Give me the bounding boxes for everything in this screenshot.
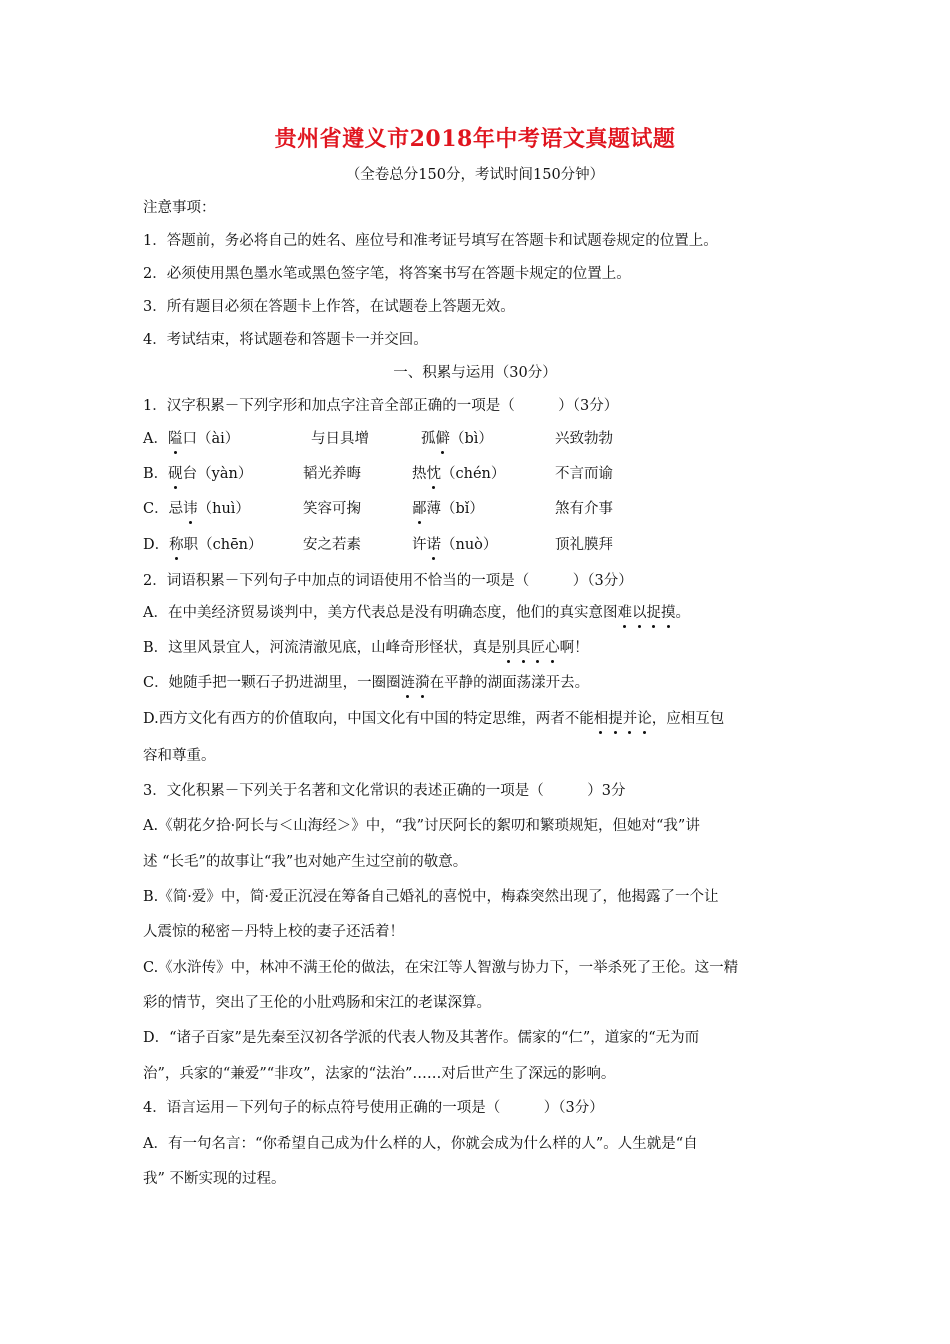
q1-a-col3	[421, 429, 493, 449]
q3-d-line-2: 治”，兵家的“兼爱”“非攻”，法家的“法治”……对后世产生了深远的影响。	[143, 1066, 616, 1082]
q2-option-c	[143, 673, 589, 693]
q1-a-dotted-char: 隘	[167, 431, 183, 447]
q2-d-end: ，应相互包	[651, 711, 725, 727]
exam-subtitle: （全卷总分150分，考试时间150分钟）	[345, 167, 605, 183]
q1-c-dotted-char: 讳	[183, 501, 198, 517]
q1-b-col1	[143, 464, 252, 484]
notice-item-3: 3．所有题目必须在答题卡上作答，在试题卷上答题无效。	[143, 299, 515, 315]
q1-b-col2: 韬光养晦	[303, 466, 361, 482]
q3-stem: 3．文化积累－下列关于名著和文化常识的表述正确的一项是（ ）3分	[143, 783, 626, 799]
q2-d-text: D.西方文化有西方的价值取向，中国文化有中国的特定思维，两者不能	[143, 711, 594, 727]
q2-a-dot-3: 捉	[646, 605, 661, 621]
q3-b-line-1: B.《简·爱》中，简·爱正沉浸在筹备自己婚礼的喜悦中，梅森突然出现了，他揭露了一个让	[143, 889, 719, 905]
q1-a-dotted-char-2: 僻	[435, 431, 450, 447]
q2-a-dot-2: 以	[631, 605, 647, 621]
q1-c-col2: 笑容可掬	[303, 501, 361, 517]
q1-a-label: A．	[143, 431, 168, 447]
q1-d-word-1: 许	[412, 537, 427, 553]
q2-c-end: 在平静的湖面荡漾开去。	[429, 675, 590, 691]
q2-option-b	[143, 638, 589, 658]
q1-a-word-1: 孤	[421, 431, 436, 447]
q1-b-word-1: 热	[412, 466, 427, 482]
q4-a-line-2: 我” 不断实现的过程。	[143, 1171, 286, 1187]
q2-a-dot-1: 难	[617, 605, 632, 621]
q1-c-word-1: 忌	[168, 501, 184, 517]
q2-c-dot-1: 涟	[400, 675, 416, 691]
q1-a-col2: 与日具增	[311, 431, 369, 447]
q1-d-col2: 安之若素	[303, 537, 361, 553]
q1-a-pinyin-2: （bì）	[450, 431, 493, 447]
q2-a-text: A．在中美经济贸易谈判中，美方代表总是没有明确态度，他们的真实意图	[143, 605, 618, 621]
q2-b-dot-4: 心	[545, 640, 560, 656]
q2-d-dot-1: 相	[593, 711, 609, 727]
q2-a-end: 。	[675, 605, 690, 621]
q3-a-line-2: 述 “长毛”的故事让“我”也对她产生过空前的敬意。	[143, 854, 468, 870]
q2-stem: 2．词语积累－下列句子中加点的词语使用不恰当的一项是（ ）（3分）	[143, 573, 633, 589]
q1-d-pinyin-2: （nuò）	[441, 537, 498, 553]
q3-c-line-2: 彩的情节，突出了王伦的小肚鸡肠和宋江的老谋深算。	[143, 995, 491, 1011]
q1-c-col1	[143, 499, 250, 519]
q1-d-col3	[412, 535, 497, 555]
q1-b-pinyin-2: （chén）	[441, 466, 506, 482]
q1-a-col1	[143, 429, 239, 449]
q4-stem: 4．语言运用－下列句子的标点符号使用正确的一项是（ ）（3分）	[143, 1100, 604, 1116]
q1-d-col1	[143, 535, 263, 555]
q1-c-label: C．	[143, 501, 169, 517]
q1-b-pinyin: 台（yàn）	[182, 466, 253, 482]
section-heading: 一、积累与运用（30分）	[393, 365, 557, 381]
q1-b-label: B．	[143, 466, 169, 482]
exam-title: 贵州省遵义市2018年中考语文真题试题	[274, 126, 676, 152]
notice-heading: 注意事项：	[143, 200, 216, 216]
q1-c-col4: 煞有介事	[555, 501, 613, 517]
q1-b-dotted-char: 砚	[168, 466, 183, 482]
q1-c-word-2: 薄	[426, 501, 441, 517]
q4-a-line-1: A．有一句名言：“你希望自己成为什么样的人，你就会成为什么样的人”。人生就是“自	[143, 1136, 698, 1152]
q2-a-dot-4: 摸	[660, 605, 676, 621]
q1-b-col4: 不言而谕	[555, 466, 613, 482]
q2-option-d	[143, 709, 724, 729]
q1-d-pinyin: 职（chēn）	[183, 537, 263, 553]
q1-b-dotted-char-2: 忱	[426, 466, 441, 482]
q1-c-col3	[412, 499, 484, 519]
q2-option-a	[143, 603, 690, 623]
q2-d-dot-3: 并	[622, 711, 638, 727]
q1-a-col4: 兴致勃勃	[555, 431, 613, 447]
q3-b-line-2: 人震惊的秘密－丹特上校的妻子还活着！	[143, 924, 404, 940]
q3-c-line-1: C.《水浒传》中，林冲不满王伦的做法，在宋江等人智激与协力下，一举杀死了王伦。这一精	[143, 960, 739, 976]
q1-stem: 1．汉字积累－下列字形和加点字注音全部正确的一项是（ ）（3分）	[143, 398, 619, 414]
q2-c-dot-2: 漪	[415, 675, 430, 691]
notice-item-4: 4．考试结束，将试题卷和答题卡一并交回。	[143, 332, 428, 348]
q1-a-pinyin: 口（ài）	[182, 431, 240, 447]
notice-item-2: 2．必须使用黑色墨水笔或黑色签字笔，将答案书写在答题卡规定的位置上。	[143, 266, 631, 282]
q1-b-col3	[412, 464, 505, 484]
q2-b-dot-1: 别	[501, 640, 517, 656]
q2-b-dot-2: 具	[516, 640, 531, 656]
q3-d-line-1: D．“诸子百家”是先秦至汉初各学派的代表人物及其著作。儒家的“仁”，道家的“无为而	[143, 1030, 700, 1046]
q2-c-text: C．她随手把一颗石子扔进湖里，一圈圈	[143, 675, 401, 691]
q2-option-d-cont: 容和尊重。	[143, 748, 216, 764]
q2-d-dot-2: 提	[608, 711, 623, 727]
q2-b-end: 啊！	[559, 640, 589, 656]
q2-b-text: B．这里风景宜人，河流清澈见底，山峰奇形怪状，真是	[143, 640, 502, 656]
q1-c-dotted-char-2: 鄙	[412, 501, 427, 517]
notice-item-1: 1．答题前，务必将自己的姓名、座位号和准考证号填写在答题卡和试题卷规定的位置上。	[143, 233, 718, 249]
q1-d-dotted-char: 称	[169, 537, 184, 553]
q1-c-pinyin: （huì）	[197, 501, 250, 517]
q2-b-dot-3: 匠	[530, 640, 546, 656]
q1-d-col4: 顶礼膜拜	[555, 537, 613, 553]
q1-d-dotted-char-2: 诺	[426, 537, 441, 553]
q1-d-label: D．	[143, 537, 170, 553]
q1-c-pinyin-2: （bǐ）	[441, 501, 484, 517]
q2-d-dot-4: 论	[637, 711, 652, 727]
q3-a-line-1: A.《朝花夕拾·阿长与＜山海经＞》中，“我”讨厌阿长的絮叨和繁琐规矩，但她对“我”讲	[143, 818, 700, 834]
